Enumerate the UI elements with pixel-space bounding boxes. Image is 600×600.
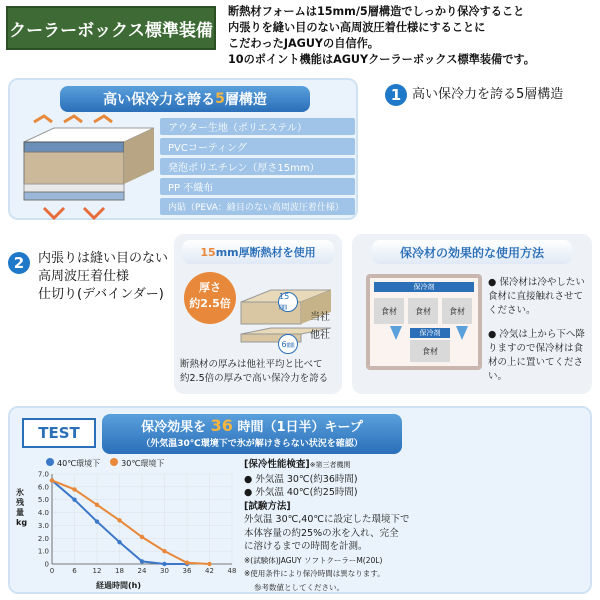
thickness-badge-bottom: 約2.5倍 <box>189 297 231 310</box>
x-tick-label: 30 <box>160 567 169 575</box>
point-2-line: 高周波圧着仕様 <box>38 269 130 284</box>
layer-item: 内貼（PEVA：縫目のない高周波圧着仕様） <box>160 198 355 215</box>
theirs-label: 他社 <box>310 330 330 341</box>
cold-flow-arrow <box>390 326 402 340</box>
method-line: 外気温 30℃,40℃に設定した環境下で <box>244 514 410 525</box>
usage-title: 保冷材の効果的な使用方法 <box>372 240 572 264</box>
test-title-suffix: 時間（1日半）キープ <box>237 420 363 435</box>
header-line: 断熱材フォームは15mm/5層構造でしっかり保冷すること <box>228 5 525 18</box>
point-2-number: 2 <box>8 252 30 274</box>
ours-thickness-label: 15㎜ <box>278 292 298 312</box>
middle-ice-pack: 保冷剤 <box>410 328 450 338</box>
ice-remaining-chart <box>30 468 240 583</box>
data-point <box>95 503 99 507</box>
point-1-text: 高い保冷力を誇る5層構造 <box>412 87 564 102</box>
x-tick-label: 18 <box>115 567 124 575</box>
point-1-number: 1 <box>385 84 407 106</box>
usage-note: ● 保冷材は冷やしたい食材に直接触れさせてください。 <box>488 277 585 316</box>
food-item: 食材 <box>410 340 450 362</box>
data-point <box>162 562 166 566</box>
method-heading <box>244 500 588 514</box>
x-tick-label: 24 <box>137 567 147 575</box>
spec-item-text: 外気温 40℃(約25時間) <box>255 487 358 498</box>
usage-notes <box>488 276 586 384</box>
data-point <box>72 498 76 502</box>
data-point <box>140 559 144 563</box>
layer-item: 発泡ポリエチレン（厚さ15mm） <box>160 158 355 175</box>
layer-illustration <box>14 114 164 224</box>
x-tick-label: 6 <box>72 567 77 575</box>
test-spec <box>244 458 588 594</box>
insulation-panel <box>174 234 342 394</box>
y-axis-label: 氷残量 kg <box>16 488 28 527</box>
method-line: に溶けるまでの時間を計測。 <box>244 541 368 552</box>
data-point <box>162 549 166 553</box>
x-tick-label: 48 <box>227 567 237 575</box>
usage-panel <box>352 234 592 394</box>
spec-heading <box>244 458 588 473</box>
header-description <box>228 4 596 68</box>
theirs-thickness-label: 6㎜ <box>278 334 298 354</box>
header-line: こだわったJAGUYの自信作。 <box>228 37 379 50</box>
layer-panel <box>8 78 358 220</box>
spec-item: ● 外気温 40℃(約25時間) <box>244 487 358 498</box>
y-tick-label: 1.0 <box>37 547 49 556</box>
cooler-diagram <box>366 274 482 370</box>
insulation-caption <box>180 358 338 386</box>
point-2-text <box>38 250 168 304</box>
x-tick-label: 36 <box>182 567 192 575</box>
y-tick-label: 6.0 <box>37 483 49 492</box>
test-title <box>102 414 402 454</box>
ours-label: 当社 <box>310 312 330 323</box>
y-tick-label: 2.0 <box>37 534 49 543</box>
method-line: ※使用条件により保冷時間は異なります。 <box>244 569 385 578</box>
x-tick-label: 12 <box>92 567 102 575</box>
y-tick-label: 7.0 <box>37 470 49 479</box>
x-axis-label: 経過時間(h) <box>96 581 142 590</box>
spec-item: ● 外気温 30℃(約36時間) <box>244 473 358 485</box>
y-tick-label: 0 <box>44 560 49 569</box>
usage-note: ● 冷気は上から下へ降りますので保冷材は食材の上に置いてください。 <box>488 329 585 382</box>
spec-title: [保冷性能検査] <box>244 459 310 470</box>
test-panel <box>8 406 592 594</box>
cold-flow-arrow <box>456 326 468 340</box>
food-item: 食材 <box>374 298 404 324</box>
data-point <box>72 487 76 491</box>
food-item: 食材 <box>442 298 472 324</box>
legend-swatch-30 <box>110 458 118 466</box>
point-2-line: 仕切り(デバインダー) <box>38 287 164 302</box>
data-point <box>207 562 211 566</box>
test-tag: TEST <box>22 418 96 448</box>
spec-note: ※第三者機関 <box>309 461 351 469</box>
y-tick-label: 3.0 <box>37 521 49 530</box>
legend-label-30: 30℃環境下 <box>121 459 165 468</box>
food-item: 食材 <box>408 298 438 324</box>
spec-item-text: 外気温 30℃(約36時間) <box>255 473 358 485</box>
method-line: 本体容量の約25%の氷を入れ、完全 <box>244 527 399 539</box>
test-subtitle: （外気温30℃環境下で氷が解けきらない状況を確認） <box>141 439 363 449</box>
data-point <box>117 540 121 544</box>
insulation-caption-line: 断熱材の厚みは他社平均と比べて <box>180 359 323 370</box>
header-badge: クーラーボックス標準装備 <box>6 6 216 50</box>
insulation-title-number: 15 <box>200 245 216 259</box>
thickness-badge-top: 厚さ <box>199 281 221 294</box>
y-tick-label: 4.0 <box>37 509 49 518</box>
layer-title-number: 5 <box>215 91 225 107</box>
test-title-number: 36 <box>210 416 233 435</box>
y-tick-label: 5.0 <box>37 496 49 505</box>
data-point <box>50 478 54 482</box>
method-title: [試験方法] <box>244 500 291 512</box>
thickness-badge <box>184 272 236 324</box>
header-line: 10のポイント機能はAGUYクーラーボックス標準装備です。 <box>228 53 535 66</box>
method-line: 参考数値としてください。 <box>254 582 344 592</box>
layer-panel-title <box>60 86 310 112</box>
layer-item: PP 不織布 <box>160 178 355 195</box>
point-2-line: 内張りは縫い目のない <box>38 251 169 266</box>
data-point <box>117 518 121 522</box>
method-line: ※(試験体)JAGUY ソフトクーラーM(20L) <box>244 555 383 565</box>
legend-label-40: 40℃環境下 <box>57 459 101 468</box>
legend-swatch-40 <box>46 458 54 466</box>
data-point <box>140 535 144 539</box>
insulation-caption-line: 約2.5倍の厚みで高い保冷力を誇る <box>180 373 329 384</box>
top-ice-pack: 保冷剤 <box>374 282 474 292</box>
x-tick-label: 42 <box>205 567 214 575</box>
insulation-title <box>182 240 334 264</box>
layer-item: アウター生地（ポリエステル） <box>160 118 355 135</box>
data-point <box>185 561 189 565</box>
usage-note-text: 冷気は上から下へ降りますので保冷材は食材の上に置いてください。 <box>488 329 585 382</box>
x-tick-label: 0 <box>49 567 55 575</box>
layer-item: PVCコーティング <box>160 138 355 155</box>
layer-title-text: 高い保冷力を誇る <box>103 92 216 108</box>
chart-area <box>16 458 240 590</box>
test-title-text: 保冷効果を <box>141 420 207 435</box>
layer-title-suffix: 層構造 <box>224 92 267 108</box>
insulation-title-text: mm厚断熱材を使用 <box>215 246 316 259</box>
usage-note-text: 保冷材は冷やしたい食材に直接触れさせてください。 <box>488 277 585 316</box>
data-point <box>95 519 99 523</box>
header-line: 内張りを縫い目のない高周波圧着仕様にすることに <box>228 21 486 34</box>
